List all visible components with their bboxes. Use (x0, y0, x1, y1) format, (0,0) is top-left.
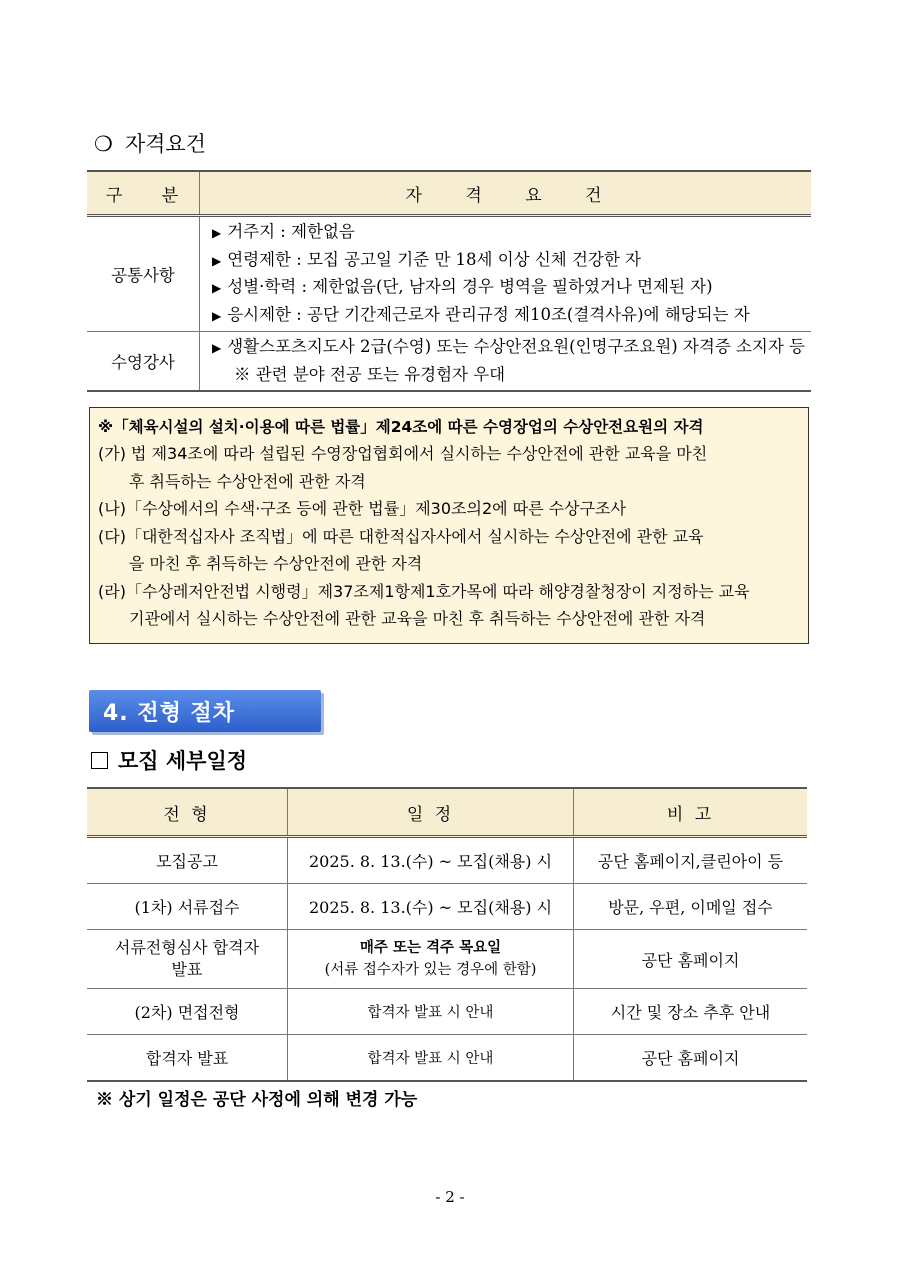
note-cell: 공단 홈페이지 (574, 1035, 808, 1082)
notice-item: (다)「대한적십자사 조직법」에 따른 대한적십자사에서 실시하는 수상안전에 관한 교육 (98, 526, 704, 546)
preference-note: ※ 관련 분야 전공 또는 유경험자 우대 (234, 364, 506, 384)
note-cell: 방문, 우편, 이메일 접수 (574, 884, 808, 930)
qualification-heading-text: 자격요건 (124, 132, 206, 156)
date-cell: 2025. 8. 13.(수) ~ 모집(채용) 시 (288, 837, 574, 884)
notice-item-continued: 후 취득하는 수상안전에 관한 자격 (129, 471, 366, 491)
schedule-subheading-text: 모집 세부일정 (118, 749, 248, 773)
table-row (87, 216, 811, 332)
row-label: 수영강사 (87, 332, 200, 391)
table-row (87, 837, 807, 884)
col-category: 구 분 (87, 171, 200, 216)
note-cell: 공단 홈페이지 (574, 930, 808, 989)
requirement-line: 연령제한 : 모집 공고일 기준 만 18세 이상 신체 건강한 자 (227, 249, 641, 269)
notice-title: ※「체육시설의 설치·이용에 따른 법률」제24조에 따른 수영장업의 수상안전요원의 자격 (98, 418, 704, 436)
section-banner-text: 4. 전형 절차 (103, 701, 235, 726)
row-body (200, 332, 812, 391)
table-row (87, 930, 807, 989)
triangle-bullet-icon: ▶ (212, 226, 222, 240)
date-line-bold: 매주 또는 격주 목요일 (359, 940, 502, 956)
circle-bullet-icon: ❍ (94, 132, 113, 156)
col-stage: 전 형 (87, 788, 288, 837)
schedule-subheading (91, 745, 247, 775)
note-cell: 시간 및 장소 추후 안내 (574, 989, 808, 1035)
triangle-bullet-icon: ▶ (212, 341, 222, 355)
note-cell: 공단 홈페이지,클린아이 등 (574, 837, 808, 884)
notice-item-continued: 기관에서 실시하는 수상안전에 관한 교육을 마친 후 취득하는 수상안전에 관한 자격 (129, 609, 706, 628)
qualification-heading (94, 128, 206, 158)
date-cell: 합격자 발표 시 안내 (288, 1035, 574, 1082)
table-row (87, 884, 807, 930)
square-bullet-icon (91, 752, 108, 769)
lifeguard-qualification-notice (89, 407, 809, 644)
stage-cell (87, 930, 288, 989)
stage-cell: (1차) 서류접수 (87, 884, 288, 930)
triangle-bullet-icon: ▶ (212, 281, 222, 295)
notice-item: (나)「수상에서의 수색·구조 등에 관한 법률」제30조의2에 따른 수상구조사 (98, 499, 626, 518)
triangle-bullet-icon: ▶ (212, 308, 222, 323)
requirement-line: 거주지 : 제한없음 (227, 222, 355, 241)
schedule-table (87, 787, 807, 1082)
date-cell: 2025. 8. 13.(수) ~ 모집(채용) 시 (288, 884, 574, 930)
table-row (87, 332, 811, 391)
section-banner (89, 690, 321, 732)
requirement-line: 응시제한 : 공단 기간제근로자 관리규정 제10조(결격사유)에 해당되는 자 (227, 304, 750, 324)
triangle-bullet-icon: ▶ (212, 253, 222, 268)
notice-item: (가) 법 제34조에 따라 설립된 수영장업협회에서 실시하는 수상안전에 관한 교육을 마친 (98, 444, 708, 463)
table-row (87, 989, 807, 1035)
qualification-table (87, 170, 811, 392)
date-line: (서류 접수자가 있는 경우에 한함) (324, 962, 537, 978)
stage-line: 서류전형심사 합격자 (114, 938, 260, 957)
stage-line: 발표 (171, 960, 203, 979)
schedule-footnote: ※ 상기 일정은 공단 사정에 의해 변경 가능 (96, 1090, 418, 1110)
page-number: - 2 - (435, 1188, 465, 1206)
col-date: 일 정 (288, 788, 574, 837)
date-cell (288, 930, 574, 989)
notice-item-continued: 을 마친 후 취득하는 수상안전에 관한 자격 (129, 554, 423, 573)
requirement-line: 생활스포츠지도사 2급(수영) 또는 수상안전요원(인명구조요원) 자격증 소지자 등 (227, 337, 805, 356)
col-requirement: 자 격 요 건 (200, 171, 812, 216)
stage-cell: 모집공고 (87, 837, 288, 884)
requirement-line: 성별·학력 : 제한없음(단, 남자의 경우 병역을 필하였거나 면제된 자) (227, 277, 713, 296)
notice-item: (라)「수상레저안전법 시행령」제37조제1항제1호가목에 따라 해양경찰청장이 지정하는 교육 (98, 581, 750, 601)
row-label: 공통사항 (87, 216, 200, 332)
table-row (87, 1035, 807, 1082)
row-body (200, 216, 812, 332)
date-cell: 합격자 발표 시 안내 (288, 989, 574, 1035)
col-note: 비 고 (574, 788, 808, 837)
stage-cell: 합격자 발표 (87, 1035, 288, 1082)
stage-cell: (2차) 면접전형 (87, 989, 288, 1035)
